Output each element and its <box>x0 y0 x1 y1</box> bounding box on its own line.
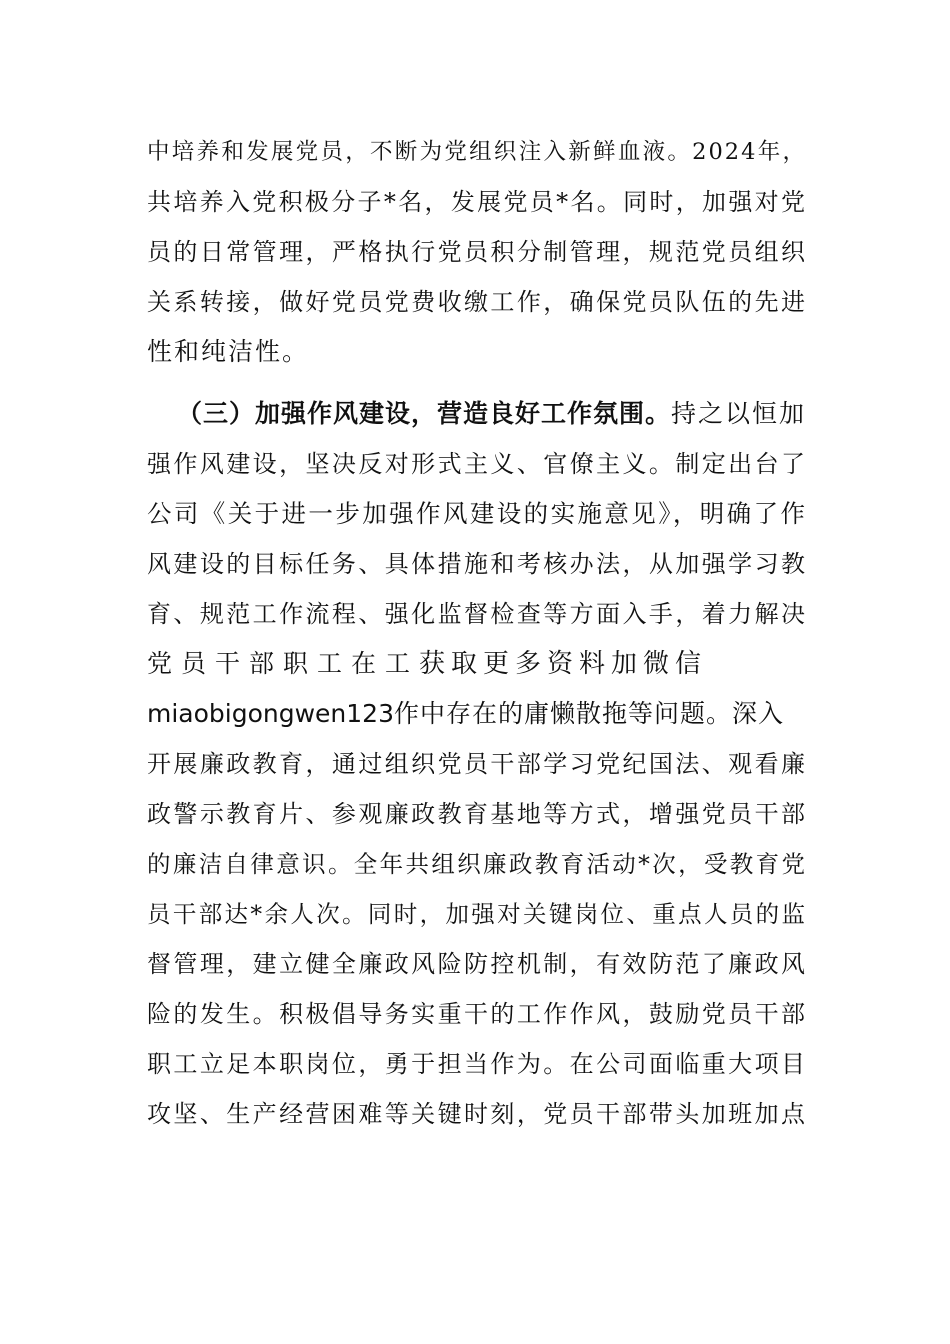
section-heading-line <box>147 394 807 434</box>
body-text-line: 公司《关于进一步加强作风建设的实施意见》，明确了作 <box>147 499 807 528</box>
body-text-inline: 持之以恒加 <box>671 399 807 428</box>
body-text-line: 强作风建设，坚决反对形式主义、官僚主义。制定出台了 <box>147 450 807 478</box>
body-text-line: 开展廉政教育，通过组织党员干部学习党纪国法、观看廉 <box>147 750 807 778</box>
body-text-line: 共培养入党积极分子*名，发展党员*名。同时，加强对党 <box>147 188 807 216</box>
body-text-inline: 作中存在的庸懒散拖等问题。深入 <box>394 699 785 728</box>
body-text-line: 风建设的目标任务、具体措施和考核办法，从加强学习教 <box>147 550 807 578</box>
body-text-line: 政警示教育片、参观廉政教育基地等方式，增强党员干部 <box>147 800 807 828</box>
body-text-line: 中培养和发展党员，不断为党组织注入新鲜血液。2024年， <box>147 139 807 165</box>
section-heading: （三）加强作风建设，营造良好工作氛围。 <box>177 399 672 428</box>
body-text-inline: 党员干部职工在工 <box>147 649 420 678</box>
body-text-line-with-watermark <box>147 644 807 684</box>
body-text-line: 职工立足本职岗位，勇于担当作为。在公司面临重大项目 <box>147 1050 807 1078</box>
body-text-line: 性和纯洁性。 <box>147 337 310 366</box>
body-text-line: 督管理，建立健全廉政风险防控机制，有效防范了廉政风 <box>147 950 807 978</box>
body-text-line: 攻坚、生产经营困难等关键时刻，党员干部带头加班加点 <box>147 1100 807 1128</box>
body-text-line-with-watermark <box>147 694 807 734</box>
watermark-id: miaobigongwen123 <box>147 699 394 728</box>
body-text-line: 育、规范工作流程、强化监督检查等方面入手，着力解决 <box>147 600 807 628</box>
body-text-line: 关系转接，做好党员党费收缴工作，确保党员队伍的先进 <box>147 288 807 316</box>
body-text-line: 险的发生。积极倡导务实重干的工作作风，鼓励党员干部 <box>147 1000 807 1028</box>
body-text-line: 员干部达*余人次。同时，加强对关键岗位、重点人员的监 <box>147 900 807 928</box>
body-text-line: 的廉洁自律意识。全年共组织廉政教育活动*次，受教育党 <box>147 850 807 878</box>
body-text-line: 员的日常管理，严格执行党员积分制管理，规范党员组织 <box>147 238 807 266</box>
watermark-text: 获取更多资料加微信 <box>419 649 708 679</box>
